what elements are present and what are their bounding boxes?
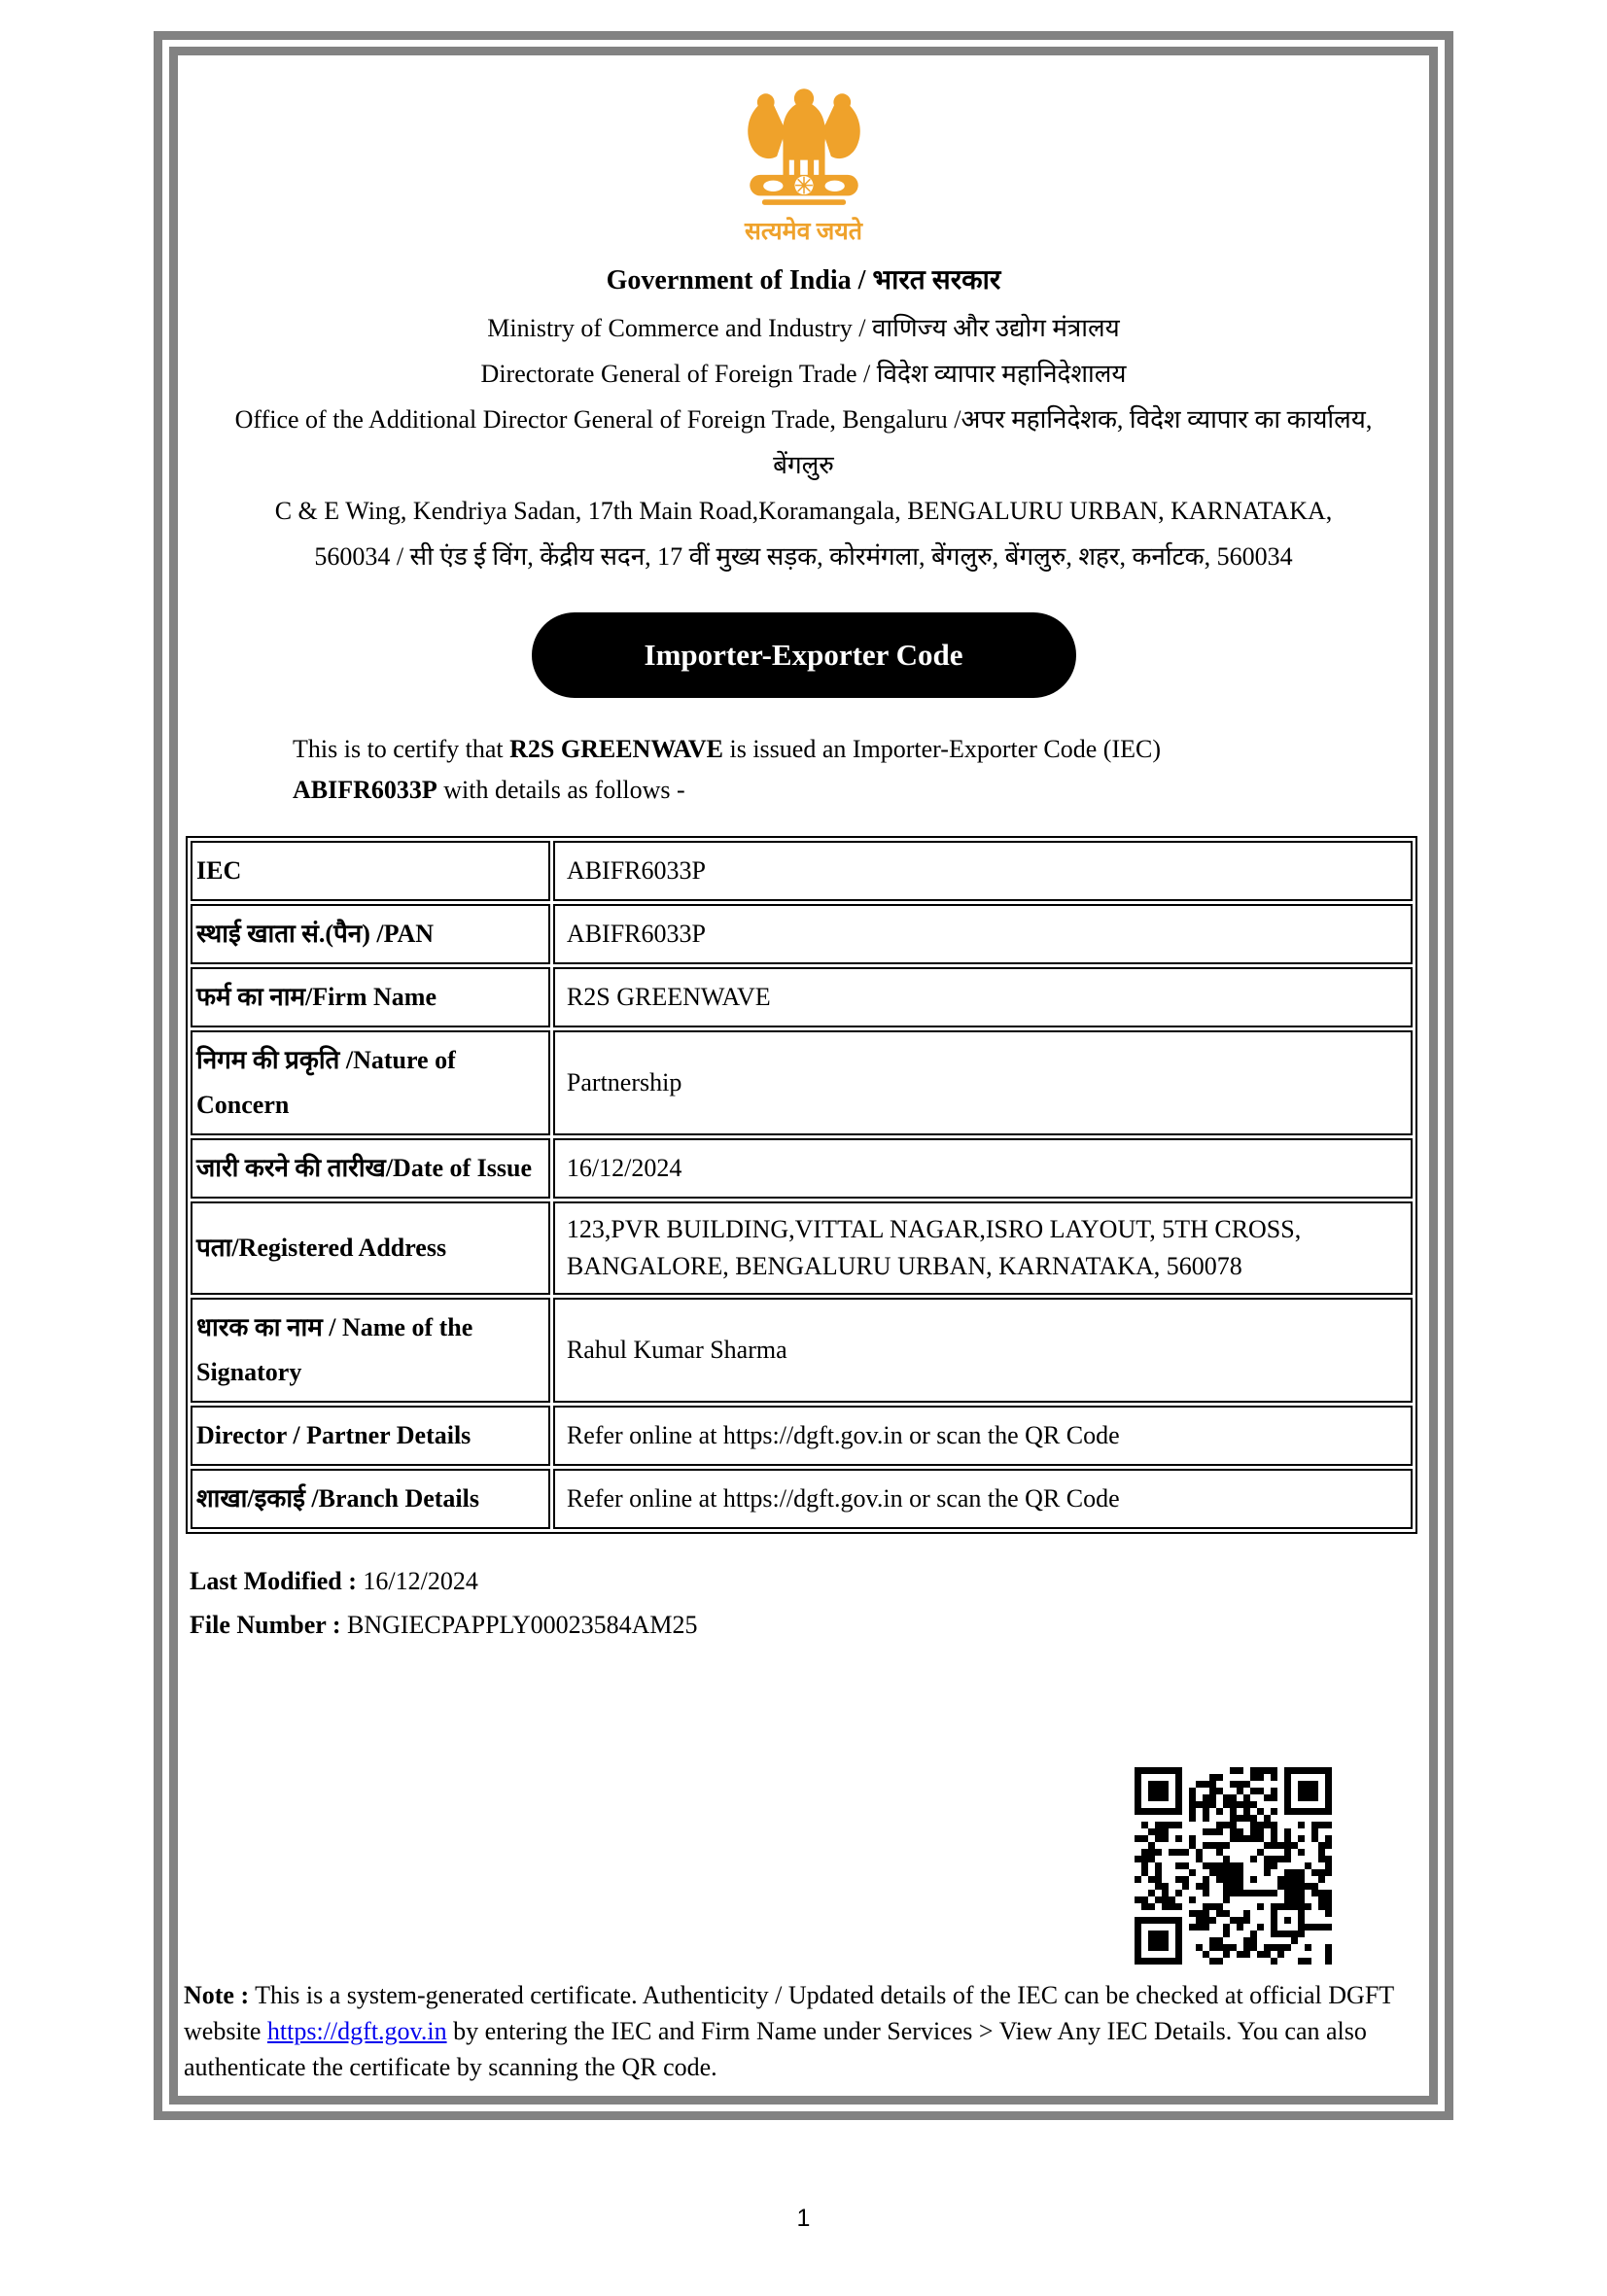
table-row-date-of-issue (191, 1138, 1413, 1199)
field-value: Refer online at https://dgft.gov.in or scan the QR Code (553, 1469, 1413, 1529)
field-value: R2S GREENWAVE (553, 967, 1413, 1027)
file-number-row (190, 1603, 1423, 1647)
header-line-directorate: Directorate General of Foreign Trade / विदेश व्यापार महानिदेशालय (480, 360, 1127, 388)
firm-name: R2S GREENWAVE (509, 735, 723, 763)
note-paragraph (184, 1977, 1420, 2085)
qr-code (1135, 1767, 1332, 1965)
note-text-after-link: by entering the IEC and Firm Name under Services > View Any IEC Details. You can also authenticate the certificate by scanning the QR code. (184, 2017, 1367, 2081)
iec-code: ABIFR6033P (293, 776, 437, 804)
table-row-signatory-name (191, 1298, 1413, 1403)
last-modified-label: Last Modified : (190, 1567, 357, 1595)
field-label: पता/Registered Address (191, 1201, 550, 1295)
field-value: 123,PVR BUILDING,VITTAL NAGAR,ISRO LAYOUT, 5TH CROSS, BANGALORE, BENGALURU URBAN, KARNATAKA, 560078 (553, 1201, 1413, 1295)
field-label: धारक का नाम / Name of the Signatory (191, 1298, 550, 1403)
table-row-branch-details (191, 1469, 1413, 1529)
field-label: IEC (191, 841, 550, 901)
header-line-office: Office of the Additional Director General of Foreign Trade, Bengaluru /अपर महानिदेशक, विदेश व्यापार का कार्यालय, (234, 405, 1373, 434)
header-line-address-2: 560034 / सी एंड ई विंग, केंद्रीय सदन, 17 वीं मुख्य सड़क, कोरमंगला, बेंगलुरु, बेंगलुरु, शहर, कर्नाटक, 560034 (314, 542, 1293, 571)
table-row-nature-of-concern (191, 1030, 1413, 1135)
dgft-website-link[interactable]: https://dgft.gov.in (266, 2017, 447, 2045)
header-block (184, 305, 1423, 579)
field-value: 16/12/2024 (553, 1138, 1413, 1199)
table-row-firm-name (191, 967, 1413, 1027)
note-label: Note : (184, 1981, 250, 2009)
government-title: Government of India / भारत सरकार (606, 265, 1001, 296)
certification-paragraph (293, 729, 1307, 811)
inner-border-frame (169, 47, 1438, 2105)
badge-label: Importer-Exporter Code (644, 638, 963, 672)
field-label: Director / Partner Details (191, 1406, 550, 1466)
field-value: ABIFR6033P (553, 841, 1413, 901)
field-value: Partnership (553, 1030, 1413, 1135)
national-emblem-icon (730, 88, 878, 207)
table-row-pan (191, 904, 1413, 964)
file-number-value: BNGIECPAPPLY00023584AM25 (340, 1611, 698, 1639)
meta-block (190, 1559, 1423, 1647)
field-value: Refer online at https://dgft.gov.in or scan the QR Code (553, 1406, 1413, 1466)
table-row-iec (191, 841, 1413, 901)
emblem-block (184, 55, 1423, 247)
header-line-city: बेंगलुरु (773, 451, 834, 479)
details-table (186, 836, 1417, 1534)
field-label: फर्म का नाम/Firm Name (191, 967, 550, 1027)
certificate-content (178, 55, 1429, 2096)
header-line-address-1: C & E Wing, Kendriya Sadan, 17th Main Road,Koramangala, BENGALURU URBAN, KARNATAKA, (274, 497, 1333, 525)
field-label: निगम की प्रकृति /Nature of Concern (191, 1030, 550, 1135)
outer-border-frame (154, 31, 1453, 2120)
header-line-ministry: Ministry of Commerce and Industry / वाणिज्य और उद्योग मंत्रालय (487, 314, 1120, 342)
field-label: जारी करने की तारीख/Date of Issue (191, 1138, 550, 1199)
last-modified-value: 16/12/2024 (356, 1567, 478, 1595)
last-modified-row (190, 1559, 1423, 1603)
field-value: Rahul Kumar Sharma (553, 1298, 1413, 1403)
emblem-motto: सत्यमेव जयते (744, 219, 863, 245)
field-label: स्थाई खाता सं.(पैन) /PAN (191, 904, 550, 964)
certify-middle: is issued an Importer-Exporter Code (IEC) (722, 735, 1162, 763)
importer-exporter-code-badge (532, 612, 1076, 698)
field-value: ABIFR6033P (553, 904, 1413, 964)
table-row-registered-address (191, 1201, 1413, 1295)
certify-suffix: with details as follows - (437, 776, 685, 804)
table-row-director-partner-details (191, 1406, 1413, 1466)
field-label: शाखा/इकाई /Branch Details (191, 1469, 550, 1529)
note-text-before-link: This is a system-generated certificate. Authenticity / Updated details of the IEC can be checked at official DGFT website (184, 1981, 1394, 2045)
file-number-label: File Number : (190, 1611, 341, 1639)
certify-prefix: This is to certify that (293, 735, 510, 763)
page-number: 1 (796, 2205, 811, 2232)
